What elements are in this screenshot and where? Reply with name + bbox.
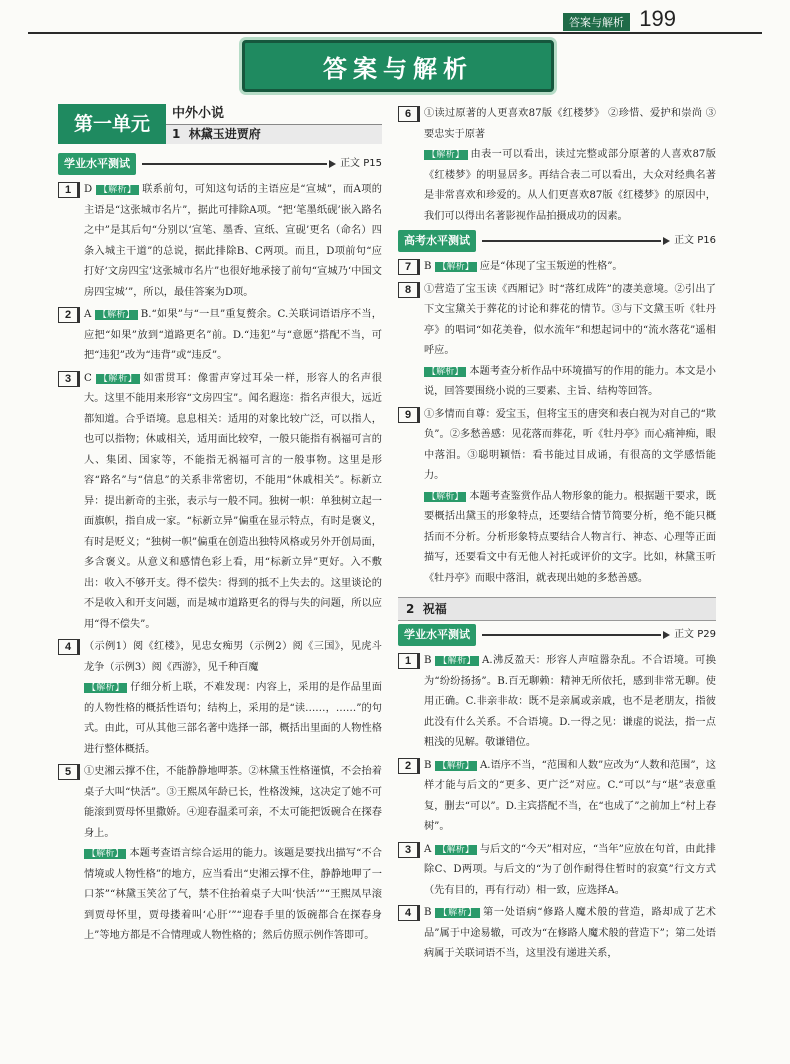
answer-text: ①营造了宝玉读《西厢记》时“落红成阵”的凄美意境。②引出了下文宝黛关于葬花的讨论和葬花的情节。③与下文黛玉听《牡丹亭》的唱词“如花美眷，似水流年”和想起词中的“流水落花”遥相呼应。 bbox=[424, 283, 716, 356]
analysis-text: B.“如果”与“一旦”重复赘余。C.关联词语语序不当，应把“如果”放到“道路更名”前。D.“违犯”与“意愿”搭配不当，可把“违犯”改为“违背”或“违反”。 bbox=[84, 309, 382, 361]
analysis-text: 本题考查语言综合运用的能力。该题是要找出描写“不合情境或人物性格”的地方，应当看出“史湘云撑不住，静静地呷了一口茶”“林黛玉笑岔了气，禁不住抬着桌子大叫‘快活’”“王熙凤早滚到贾母怀里，贾母搂着叫‘心肝’”“迎春手里的饭碗都合在探春身上”等地方都是不合情理或人物性格的；然后仿照示例作答即可。 bbox=[84, 848, 382, 941]
question-number: 4 bbox=[398, 905, 420, 921]
section-label: 答案与解析 bbox=[563, 13, 630, 31]
answer-letter: A bbox=[424, 843, 432, 855]
answer-text: ①读过原著的人更喜欢87版《红楼梦》 ②珍惜、爱护和崇尚 ③要忠实于原著 bbox=[424, 108, 716, 140]
answer-item bbox=[58, 369, 382, 636]
analysis-text: 本题考查分析作品中环境描写的作用的能力。本文是小说，回答要围绕小说的三要素、主旨、结构等回答。 bbox=[424, 365, 716, 397]
answer-item bbox=[398, 280, 716, 403]
answer-letter: A bbox=[84, 309, 92, 320]
answer-text: ①史湘云撑不住，不能静静地呷茶。②林黛玉性格谨慎，不会抬着桌子大叫“快活”。③王熙凤年龄已长，性格泼辣，这决定了她不可能滚到贾母怀里撒娇。④迎春温柔可亲，不太可能把饭碗合在探春身上。 bbox=[84, 766, 382, 839]
answer-item bbox=[398, 840, 716, 902]
answer-letter: B bbox=[424, 655, 432, 666]
analysis-label: 【解析】 bbox=[435, 845, 477, 855]
test-tag: 学业水平测试 bbox=[58, 153, 136, 176]
unit-name: 第一单元 bbox=[58, 104, 166, 144]
answer-item bbox=[58, 762, 382, 947]
answer-text: ①多情而自尊：爱宝玉，但将宝玉的唐突和表白视为对自己的“欺负”。②多愁善感：见花落而葬花，听《牡丹亭》而心痛神痴，眼中落泪。③聪明颖悟：看书能过目成诵，有很高的文学感悟能力。 bbox=[424, 408, 716, 481]
question-number: 6 bbox=[398, 106, 420, 122]
right-column bbox=[398, 104, 716, 967]
answer-item bbox=[58, 305, 382, 367]
answer-item bbox=[398, 756, 716, 838]
arrow-right-icon bbox=[329, 160, 336, 168]
answer-letter: B bbox=[424, 907, 432, 918]
analysis-text: 仔细分析上联，不难发现：内容上，采用的是作品里面的人物性格的概括性语句；结构上，采用的是“读……，……”的句式。由此，可从其他三部名著中选择一部，概括出里面的人物性格进行整体概括。 bbox=[84, 682, 382, 755]
analysis-label: 【解析】 bbox=[95, 310, 138, 320]
analysis-label: 【解析】 bbox=[84, 683, 127, 693]
answer-letter: B bbox=[424, 759, 432, 771]
analysis-label: 【解析】 bbox=[435, 262, 477, 272]
answer-item bbox=[58, 180, 382, 303]
page-title: 答案与解析 bbox=[242, 40, 554, 92]
divider-line bbox=[142, 163, 327, 165]
analysis-text: 应是“体现了宝玉叛逆的性格”。 bbox=[479, 261, 623, 272]
analysis-label: 【解析】 bbox=[84, 849, 126, 859]
analysis-label: 【解析】 bbox=[424, 492, 466, 502]
question-number: 5 bbox=[58, 764, 80, 780]
analysis-text: 联系前句，可知这句话的主语应是“宣城”，而A项的主语是“这张城市名片”，据此可排除A项。“把‘笔墨纸砚’嵌入路名之中”是其后句“分别以‘宣笔、墨香、宣纸、宣砚’更名（命名）四条入城主干道”的总说，据此排除B、C两项。而且，D项前句“应打好‘文房四宝’这张城市名片”也很好地承接了前句“宣城乃‘中国文房四宝城’”，所以，最佳答案为D项。 bbox=[84, 184, 382, 298]
analysis-label: 【解析】 bbox=[424, 150, 468, 160]
question-number: 7 bbox=[398, 259, 420, 275]
answer-item bbox=[58, 637, 382, 760]
question-number: 4 bbox=[58, 639, 80, 655]
question-number: 2 bbox=[58, 307, 80, 323]
analysis-text: 第一处语病“修路人魔术般的营造，路却成了艺术品”属于中途易辙，可改为“在修路人魔术般的营造下”；第二处语病属于关联词语不当，这里没有递进关系， bbox=[424, 907, 716, 959]
answer-letter: D bbox=[84, 184, 93, 195]
lesson-heading bbox=[166, 125, 382, 144]
question-number: 3 bbox=[58, 371, 80, 387]
analysis-text: 由表一可以看出，读过完整或部分原著的人喜欢87版《红楼梦》的明显居多。再结合表二可以看出，大众对经典名著是非常喜欢和珍爱的。从人们更喜欢87版《红楼梦》的原因中，我们可以得出名著影视作品拍摄成功的因素。 bbox=[424, 149, 716, 222]
unit-category: 中外小说 bbox=[166, 104, 382, 125]
question-number: 8 bbox=[398, 282, 420, 298]
answer-item bbox=[398, 651, 716, 754]
question-number: 3 bbox=[398, 842, 420, 858]
test-section-bar bbox=[58, 154, 382, 174]
analysis-label: 【解析】 bbox=[96, 185, 139, 195]
analysis-text: 如雷贯耳：像雷声穿过耳朵一样，形容人的名声很大。这里不能用来形容“文房四宝”。闻名遐迩：指名声很大，远近都知道。合乎语境。息息相关：适用的对象比较广泛，可以指人，也可以指物；休戚相关，适用面比较窄，一般只能指有祸福可言的人、集团、国家等，不能指无祸福可言的一般事物。这里是形容“路名”与“信息”的关系非常密切，不能用“休戚相关”。标新立异：提出新奇的主张，表示与一般不同。独树一帜：单独树立起一面旗帜，指自成一家。“标新立异”偏重在显示特点，有时是褒义，有时是贬义；“独树一帜”偏重在创造出独特风格或另外开创局面，多含褒义。从意义和感情色彩上看，用“标新立异”更好。入不敷出：收入不够开支。得不偿失：得到的抵不上失去的。这里谈论的不是收入和开支问题，而是城市道路更名的得与失的问题，所以应用“得不偿失”。 bbox=[84, 372, 382, 630]
analysis-text: 与后文的“今天”相对应，“当年”应放在句首，由此排除C、D两项。与后文的“为了创作耐得住暂时的寂寞”行文方式（先有目的，再有行动）相一致，应选择A。 bbox=[424, 843, 716, 896]
test-section-bar bbox=[398, 231, 716, 251]
lesson-number: 2 bbox=[406, 602, 415, 616]
arrow-right-icon bbox=[663, 631, 670, 639]
test-section-bar bbox=[398, 625, 716, 645]
answer-letter: C bbox=[84, 372, 92, 384]
answer-text: （示例1）阅《红楼》，见忠女痴男（示例2）阅《三国》，见虎斗龙争（示例3）阅《西游》，见千种百魔 bbox=[84, 641, 382, 673]
analysis-label: 【解析】 bbox=[435, 908, 480, 918]
lesson-number: 1 bbox=[172, 127, 181, 141]
unit-header bbox=[58, 104, 382, 144]
divider-line bbox=[482, 240, 661, 242]
arrow-right-icon bbox=[663, 237, 670, 245]
analysis-text: 本题考查鉴赏作品人物形象的能力。根据题干要求，既要概括出黛玉的形象特点，还要结合情节简要分析，绝不能只概括而不分析。分析形象特点要结合人物言行、神态、心理等正面描写，还要看文中有无他人衬托或评价的文字。比如，林黛玉听《牡丹亭》而眼中落泪，就表现出她的多愁善感。 bbox=[424, 490, 716, 584]
question-number: 2 bbox=[398, 758, 420, 774]
question-number: 1 bbox=[398, 653, 420, 669]
lesson-heading bbox=[398, 597, 716, 621]
page-reference: 正文 P15 bbox=[340, 157, 382, 169]
answer-letter: B bbox=[424, 261, 432, 272]
test-tag: 高考水平测试 bbox=[398, 230, 476, 253]
answer-item bbox=[398, 405, 716, 590]
answer-item bbox=[398, 903, 716, 965]
divider-line bbox=[482, 634, 661, 636]
test-tag: 学业水平测试 bbox=[398, 624, 476, 647]
answer-item bbox=[398, 257, 716, 278]
analysis-label: 【解析】 bbox=[435, 656, 479, 666]
analysis-text: A.沸反盈天：形容人声喧嚣杂乱。不合语境。可换为“纷纷扬扬”。B.百无聊赖：精神无所依托，感到非常无聊。使用正确。C.非亲非故：既不是亲属或亲戚，也不是老朋友，指彼此没有什么关系。不合语境。D.一得之见：谦虚的说法，指一点粗浅的见解。敬谦错位。 bbox=[424, 655, 716, 748]
answer-item bbox=[398, 104, 716, 227]
left-column bbox=[58, 104, 382, 949]
analysis-label: 【解析】 bbox=[424, 367, 466, 377]
page-header bbox=[28, 8, 762, 34]
question-number: 9 bbox=[398, 407, 420, 423]
analysis-text: A.语序不当，“范围和人数”应改为“人数和范围”，这样才能与后文的“更多、更广泛”对应。C.“可以”与“堪”表意重复，删去“可以”。D.主宾搭配不当，在“也成了”之前加上“村上春树”。 bbox=[424, 759, 716, 832]
page-reference: 正文 P16 bbox=[674, 234, 716, 246]
question-number: 1 bbox=[58, 182, 80, 198]
page-number: 199 bbox=[639, 6, 676, 31]
analysis-label: 【解析】 bbox=[435, 761, 477, 771]
lesson-title: 祝福 bbox=[422, 602, 447, 616]
analysis-label: 【解析】 bbox=[96, 374, 141, 384]
page-reference: 正文 P29 bbox=[674, 628, 716, 640]
lesson-title: 林黛玉进贾府 bbox=[188, 127, 261, 141]
